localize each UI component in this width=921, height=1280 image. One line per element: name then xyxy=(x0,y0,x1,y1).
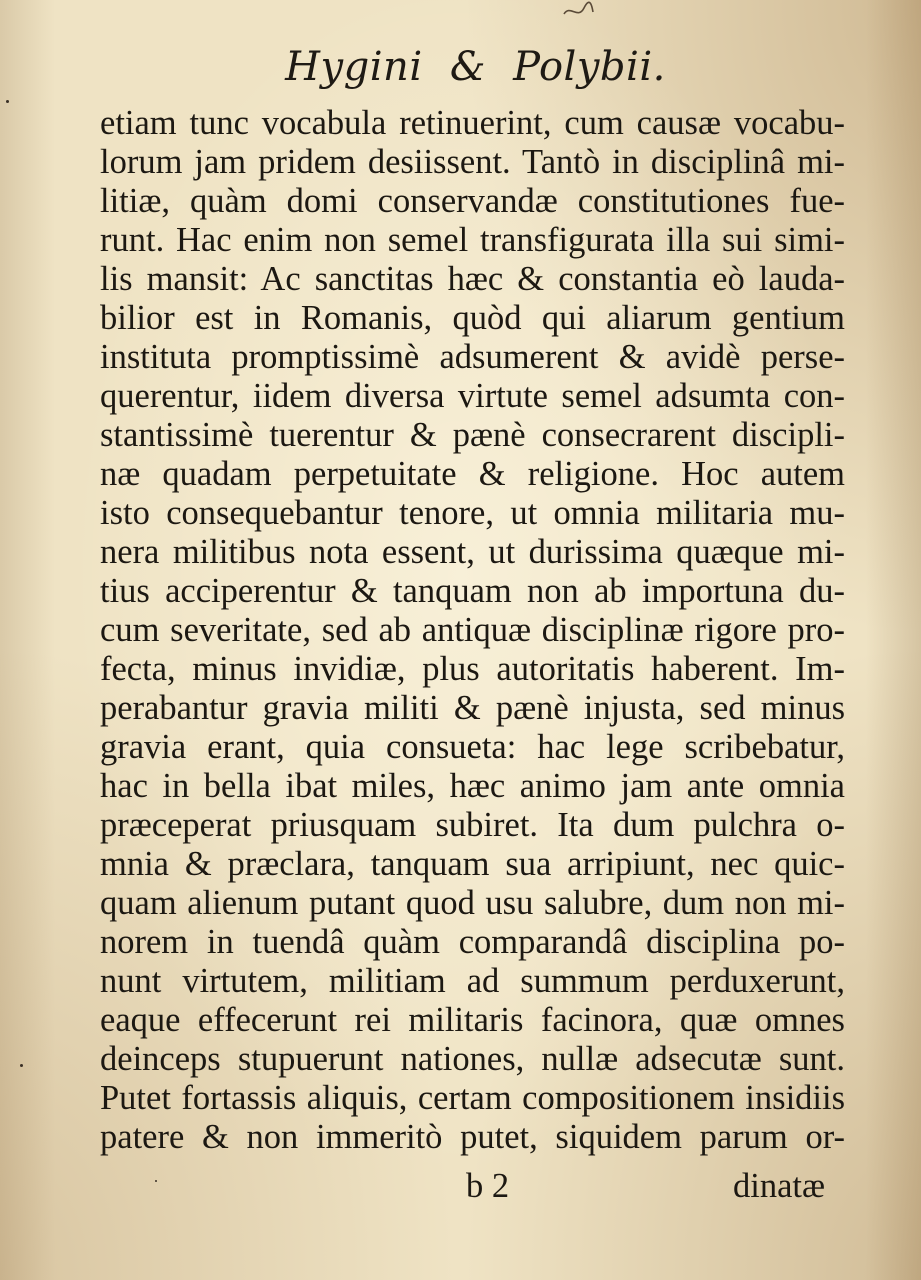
paper-speck xyxy=(6,100,9,103)
paper-speck xyxy=(155,1180,157,1182)
text-line: nera militibus nota essent, ut durissima quæque mi- xyxy=(100,533,845,571)
running-title-right: Polybii. xyxy=(513,44,666,90)
text-line: isto consequebantur tenore, ut omnia militaria mu- xyxy=(100,494,845,532)
footer-line xyxy=(100,1166,825,1206)
text-line: mnia & præclara, tanquam sua arripiunt, nec quic- xyxy=(100,845,845,883)
text-line: instituta promptissimè adsumerent & avidè perse- xyxy=(100,338,845,376)
text-line: tius acciperentur & tanquam non ab importuna du- xyxy=(100,572,845,610)
running-title-ampersand: & xyxy=(449,44,486,90)
paper-speck xyxy=(20,1064,23,1067)
text-line: perabantur gravia militi & pænè injusta, sed minus xyxy=(100,689,845,727)
running-title-left: Hygini xyxy=(285,44,423,90)
text-line: nunt virtutem, militiam ad summum perduxerunt, xyxy=(100,962,845,1000)
ink-flourish-mark xyxy=(560,0,596,22)
text-line: gravia erant, quia consueta: hac lege scribebatur, xyxy=(100,728,845,766)
text-line: quam alienum putant quod usu salubre, dum non mi- xyxy=(100,884,845,922)
text-line: næ quadam perpetuitate & religione. Hoc autem xyxy=(100,455,845,493)
text-line: querentur, iidem diversa virtute semel adsumta con- xyxy=(100,377,845,415)
body-text xyxy=(100,104,845,1157)
catchword: dinatæ xyxy=(733,1167,825,1205)
text-line: fecta, minus invidiæ, plus autoritatis haberent. Im- xyxy=(100,650,845,688)
text-line: cum severitate, sed ab antiquæ disciplinæ rigore pro- xyxy=(100,611,845,649)
text-line: litiæ, quàm domi conservandæ constitutiones fue- xyxy=(100,182,845,220)
text-line: bilior est in Romanis, quòd qui aliarum gentium xyxy=(100,299,845,337)
text-line: patere & non immeritò putet, siquidem parum or- xyxy=(100,1118,845,1156)
text-line: eaque effecerunt rei militaris facinora, quæ omnes xyxy=(100,1001,845,1039)
running-head xyxy=(0,44,921,90)
text-line: hac in bella ibat miles, hæc animo jam ante omnia xyxy=(100,767,845,805)
text-line: runt. Hac enim non semel transfigurata illa sui simi- xyxy=(100,221,845,259)
text-line: stantissimè tuerentur & pænè consecrarent discipli- xyxy=(100,416,845,454)
text-line: Putet fortassis aliquis, certam compositionem insidiis xyxy=(100,1079,845,1117)
text-line: norem in tuendâ quàm comparandâ disciplina po- xyxy=(100,923,845,961)
text-line: deinceps stupuerunt nationes, nullæ adsecutæ sunt. xyxy=(100,1040,845,1078)
signature-mark: b 2 xyxy=(466,1167,510,1205)
text-line: præceperat priusquam subiret. Ita dum pulchra o- xyxy=(100,806,845,844)
text-line: lis mansit: Ac sanctitas hæc & constantia eò lauda- xyxy=(100,260,845,298)
text-line: lorum jam pridem desiissent. Tantò in disciplinâ mi- xyxy=(100,143,845,181)
text-line: etiam tunc vocabula retinuerint, cum causæ vocabu- xyxy=(100,104,845,142)
